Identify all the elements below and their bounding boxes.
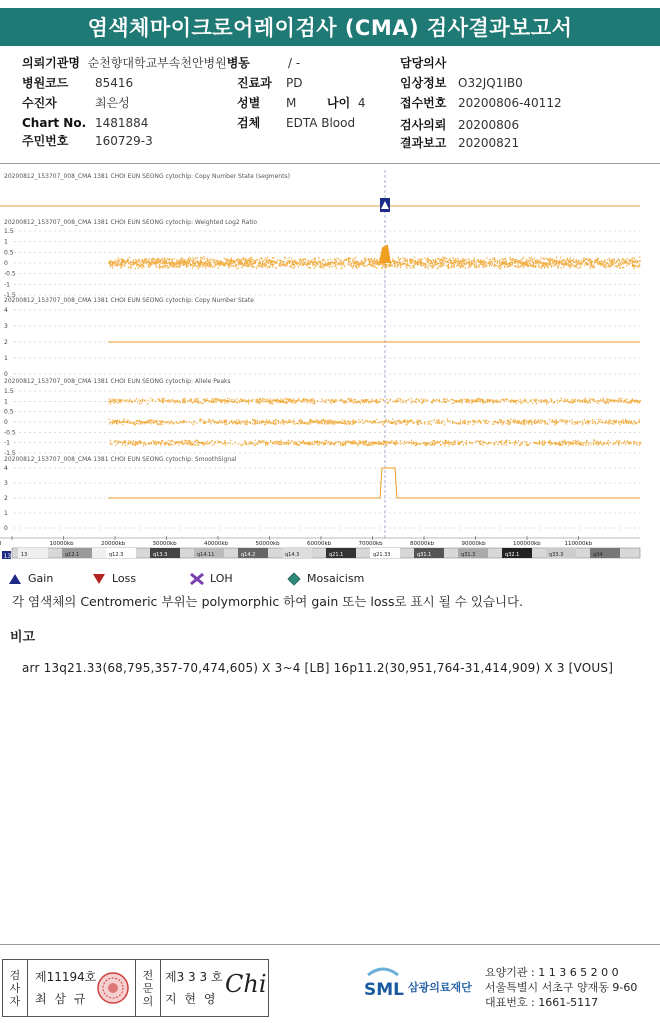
field-label: 진료과 <box>237 76 272 90</box>
institution-logo <box>362 963 482 1003</box>
tick-label: 1 <box>4 510 8 517</box>
tick-label: 0 <box>4 260 8 267</box>
ideogram-band-label: q31.1 <box>417 552 432 558</box>
field-label: 성별 <box>237 96 261 110</box>
tick-label: 3 <box>4 480 8 487</box>
tick-label: 0.5 <box>4 408 14 416</box>
field-value: M <box>286 96 297 110</box>
remarks-title: 비고 <box>10 630 36 645</box>
field-value: 20200821 <box>458 136 520 150</box>
field-label: 의뢰기관명 <box>22 56 80 70</box>
signer-role-1: 검 사 자 <box>3 960 28 1016</box>
sml-logo-icon <box>362 965 404 1001</box>
panel-title-allele: 20200812_153707_008_CMA 1381 CHOI EUN SEONG cytochip: Allele Peaks <box>4 378 231 385</box>
centromere-note: 각 염색체의 Centromeric 부위는 polymorphic 하여 gain 또는 loss로 표시 될 수 있습니다. <box>12 594 524 609</box>
tick-label: 0 <box>4 371 8 378</box>
x-tick-label: 10000kb <box>49 541 74 547</box>
field-value: 85416 <box>95 76 134 90</box>
tick-label: 1.5 <box>4 228 14 235</box>
tick-label: 0 <box>4 525 8 532</box>
tick-label: 2 <box>4 339 8 346</box>
ideogram-band-label: q12.1 <box>65 552 80 558</box>
x-tick-label: 40000kb <box>204 541 229 547</box>
tick-label: -0.5 <box>4 429 16 437</box>
ideogram-band-label: q21.33 <box>373 552 391 558</box>
handwritten-signature: Chi <box>225 970 267 998</box>
footer-divider <box>0 944 660 945</box>
x-tick-label: 70000kb <box>358 541 383 547</box>
field-label: 결과보고 <box>400 136 447 150</box>
tick-label: -1.5 <box>4 450 16 457</box>
ideogram-band-label: 13 <box>21 552 28 558</box>
field-label: 병동 <box>226 56 250 70</box>
signer-2-name: 지 현 영 <box>165 992 218 1006</box>
mosaicism-diamond-icon <box>287 573 301 585</box>
ideogram-band-label: q34 <box>593 552 603 558</box>
panel-title-cn: 20200812_153707_008_CMA 1381 CHOI EUN SEONG cytochip: Copy Number State <box>4 297 254 304</box>
field-label: 담당의사 <box>400 56 447 70</box>
chromosome-label: 13 <box>3 553 12 560</box>
svg-text:SML: SML <box>364 980 404 1000</box>
ideogram-band-label: q14.11 <box>197 552 215 558</box>
field-label: 접수번호 <box>400 96 447 110</box>
ideogram-band-label: q32.1 <box>505 552 520 558</box>
loh-x-icon <box>190 573 204 585</box>
x-tick-label: 80000kb <box>410 541 435 547</box>
gain-triangle-icon <box>8 573 22 585</box>
signer-1-license: 제11194호 <box>35 970 97 984</box>
institution-name: 삼광의료재단 <box>408 981 472 994</box>
tick-label: 4 <box>4 465 8 472</box>
legend-mosaicism: Mosaicism <box>287 572 364 585</box>
field-value: O32JQ1IB0 <box>458 76 523 90</box>
ideogram-band-label: q12.3 <box>109 552 124 558</box>
field-value: 4 <box>357 96 366 110</box>
institution-code: 요양기관 : 1 1 3 6 5 2 0 0 <box>485 966 619 979</box>
field-value: 20200806 <box>458 118 520 132</box>
field-label: Chart No. <box>22 116 87 130</box>
tick-label: 0 <box>4 419 8 426</box>
field-label: 수진자 <box>22 96 57 110</box>
signature-box <box>2 959 269 1017</box>
cma-result: arr 13q21.33(68,795,357-70,474,605) X 3~4 [LB] 16p11.2(30,951,764-31,414,909) X 3 [VOUS] <box>22 661 614 675</box>
field-value: 1481884 <box>95 116 149 130</box>
legend-loh: LOH <box>190 572 233 585</box>
tick-label: 1.5 <box>4 388 14 395</box>
x-tick-label: 50000kb <box>255 541 280 547</box>
signer-1-name: 최 삼 규 <box>35 992 88 1006</box>
field-value: / - <box>288 56 301 70</box>
header-divider <box>0 163 660 164</box>
institution-address <box>485 965 637 1010</box>
ideogram-band-label: q13.3 <box>153 552 168 558</box>
tick-label: -0.5 <box>4 270 16 278</box>
x-tick-label: 100000kb <box>513 541 541 547</box>
field-label: 임상정보 <box>400 76 447 90</box>
field-value: 순천향대학교부속천안병원 <box>87 56 227 70</box>
legend <box>0 570 660 590</box>
tick-label: 4 <box>4 307 8 314</box>
signer-role-2: 전 문 의 <box>135 960 161 1016</box>
field-value: 160729-3 <box>95 134 153 148</box>
tick-label: -1.5 <box>4 292 16 299</box>
legend-gain: Gain <box>8 572 53 585</box>
x-tick-label: 60000kb <box>307 541 332 547</box>
ideogram-band-label: q33.3 <box>549 552 564 558</box>
field-value: PD <box>286 76 303 90</box>
ideogram-band-label: q31.3 <box>461 552 476 558</box>
field-label: 검사의뢰 <box>400 118 447 132</box>
x-tick-label: 110000kb <box>564 541 593 547</box>
legend-loss: Loss <box>92 572 136 585</box>
ideogram-band-label: q14.2 <box>241 552 256 558</box>
report-title: 염색체마이크로어레이검사 (CMA) 검사결과보고서 <box>0 8 660 46</box>
tick-label: 1 <box>4 355 8 362</box>
signer-2-license: 제3 3 3 호 <box>165 970 223 984</box>
field-label: 나이 <box>327 96 351 110</box>
cma-plot <box>0 168 660 566</box>
tick-label: -1 <box>4 439 10 447</box>
field-value: 최은성 <box>95 96 130 110</box>
x-tick-label: 90000kb <box>461 541 486 547</box>
ideogram-band-label: q21.1 <box>329 552 344 558</box>
tick-label: 2 <box>4 495 8 502</box>
institution-address-line: 서울특별시 서초구 양재동 9-60 <box>485 981 638 994</box>
field-label: 주민번호 <box>22 134 69 148</box>
tick-label: 3 <box>4 323 8 330</box>
tick-label: 1 <box>4 238 8 246</box>
panel-title-segments: 20200812_153707_008_CMA 1381 CHOI EUN SEONG cytochip: Copy Number State (segments) <box>4 173 290 180</box>
tick-label: 1 <box>4 398 8 406</box>
panel-title-log2: 20200812_153707_008_CMA 1381 CHOI EUN SEONG cytochip: Weighted Log2 Ratio <box>4 219 258 226</box>
seal-stamp-icon <box>95 970 131 1006</box>
field-label: 검체 <box>237 116 261 130</box>
footer <box>0 955 660 1015</box>
field-label: 병원코드 <box>22 76 69 90</box>
panel-title-smooth: 20200812_153707_008_CMA 1381 CHOI EUN SEONG cytochip: SmoothSignal <box>4 456 237 463</box>
loss-triangle-icon <box>92 573 106 585</box>
ideogram-band-label: q14.3 <box>285 552 300 558</box>
tick-label: -1 <box>4 281 10 289</box>
field-value: EDTA Blood <box>286 116 356 130</box>
tick-label: 0.5 <box>4 249 14 257</box>
x-tick-label: 30000kb <box>152 541 177 547</box>
field-value: 20200806-40112 <box>458 96 562 110</box>
institution-phone: 대표번호 : 1661-5117 <box>485 996 599 1009</box>
x-tick-label: 20000kb <box>101 541 126 547</box>
